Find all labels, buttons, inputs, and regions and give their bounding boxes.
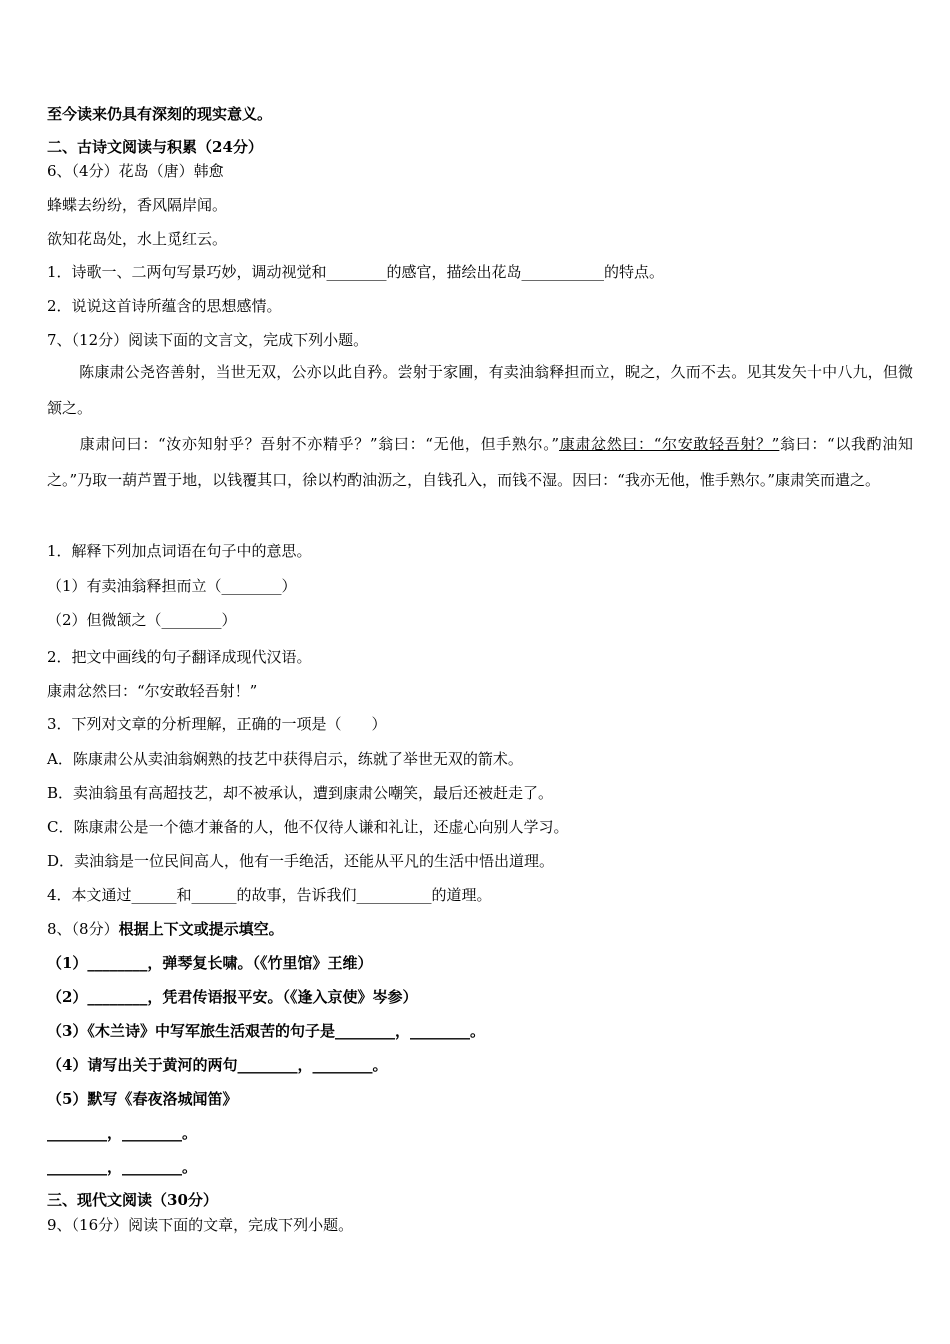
poem-line-2: 欲知花岛处，水上觅红云。 bbox=[47, 230, 228, 248]
question-7-title: 7、（12分）阅读下面的文言文，完成下列小题。 bbox=[47, 331, 369, 349]
q8-item-5: （5）默写《春夜洛城闻笛》 bbox=[47, 1090, 238, 1108]
q6-subquestion-2: 2．说说这首诗所蕴含的思想感情。 bbox=[47, 297, 282, 315]
question-9-title: 9、（16分）阅读下面的文章，完成下列小题。 bbox=[47, 1216, 354, 1234]
option-a: A．陈康肃公从卖油翁娴熟的技艺中获得启示，练就了举世无双的箭术。 bbox=[47, 750, 523, 768]
q8-score: 8、（8分） bbox=[47, 920, 119, 938]
q7-subquestion-1: 1．解释下列加点词语在句子中的意思。 bbox=[47, 542, 312, 560]
section-heading-3: 三、现代文阅读（30分） bbox=[47, 1191, 218, 1209]
section-heading-2: 二、古诗文阅读与积累（24分） bbox=[47, 138, 263, 156]
q8-instruction: 根据上下文或提示填空。 bbox=[118, 920, 284, 938]
question-6-title: 6、（4分）花岛（唐）韩愈 bbox=[47, 162, 224, 180]
q8-blank-line-1: ________，________。 bbox=[47, 1124, 198, 1142]
q8-item-3: （3）《木兰诗》中写军旅生活艰苦的句子是________，________。 bbox=[47, 1022, 485, 1040]
classical-passage-paragraph-1 bbox=[47, 354, 913, 426]
intro-text: 至今读来仍具有深刻的现实意义。 bbox=[47, 105, 273, 123]
option-d: D．卖油翁是一位民间高人，他有一手绝活，还能从平凡的生活中悟出道理。 bbox=[47, 852, 555, 870]
q8-item-2: （2）________，凭君传语报平安。（《逢入京使》岑参） bbox=[47, 988, 418, 1006]
option-c: C．陈康肃公是一个德才兼备的人，他不仅待人谦和礼让，还虚心向别人学习。 bbox=[47, 818, 569, 836]
underlined-sentence-copy: 康肃忿然曰：“尔安敢轻吾射！” bbox=[47, 682, 258, 700]
classical-passage-paragraph-2 bbox=[47, 426, 913, 498]
q7-item-2: （2）但微颔之（________） bbox=[47, 611, 237, 629]
q6-subquestion-1: 1．诗歌一、二两句写景巧妙，调动视觉和________的感官，描绘出花岛___________的特点。 bbox=[47, 263, 665, 281]
passage-text: 陈康肃公尧咨善射，当世无双，公亦以此自矜。尝射于家圃，有卖油翁释担而立，睨之，久而不去。见其发矢十中八九，但微颔之。 bbox=[47, 363, 913, 417]
passage-text-part-1: 康肃问曰：“汝亦知射乎？吾射不亦精乎？”翁曰：“无他，但手熟尔。” bbox=[79, 435, 560, 453]
question-8-title bbox=[47, 919, 284, 939]
q8-item-1: （1）________，弹琴复长啸。（《竹里馆》王维） bbox=[47, 954, 373, 972]
underlined-sentence: 康肃忿然曰：“尔安敢轻吾射？” bbox=[559, 435, 780, 453]
q7-item-1: （1）有卖油翁释担而立（________） bbox=[47, 577, 297, 595]
passage-text-part-2: 翁曰：“以我酌油知之。”乃取一葫芦置于地，以钱覆其口，徐以杓酌油沥之，自钱孔入，而钱不湿。因曰：“我亦无他，惟手熟尔。”康肃笑而遣之。 bbox=[47, 435, 913, 489]
poem-line-1: 蜂蝶去纷纷，香风隔岸闻。 bbox=[47, 196, 228, 214]
q8-blank-line-2: ________，________。 bbox=[47, 1158, 198, 1176]
q7-subquestion-4: 4．本文通过______和______的故事，告诉我们__________的道理。 bbox=[47, 886, 492, 904]
q7-subquestion-2: 2．把文中画线的句子翻译成现代汉语。 bbox=[47, 648, 312, 666]
q8-item-4: （4）请写出关于黄河的两句________，________。 bbox=[47, 1056, 388, 1074]
option-b: B．卖油翁虽有高超技艺，却不被承认，遭到康肃公嘲笑，最后还被赶走了。 bbox=[47, 784, 554, 802]
q7-subquestion-3: 3．下列对文章的分析理解，正确的一项是（ ） bbox=[47, 715, 387, 733]
